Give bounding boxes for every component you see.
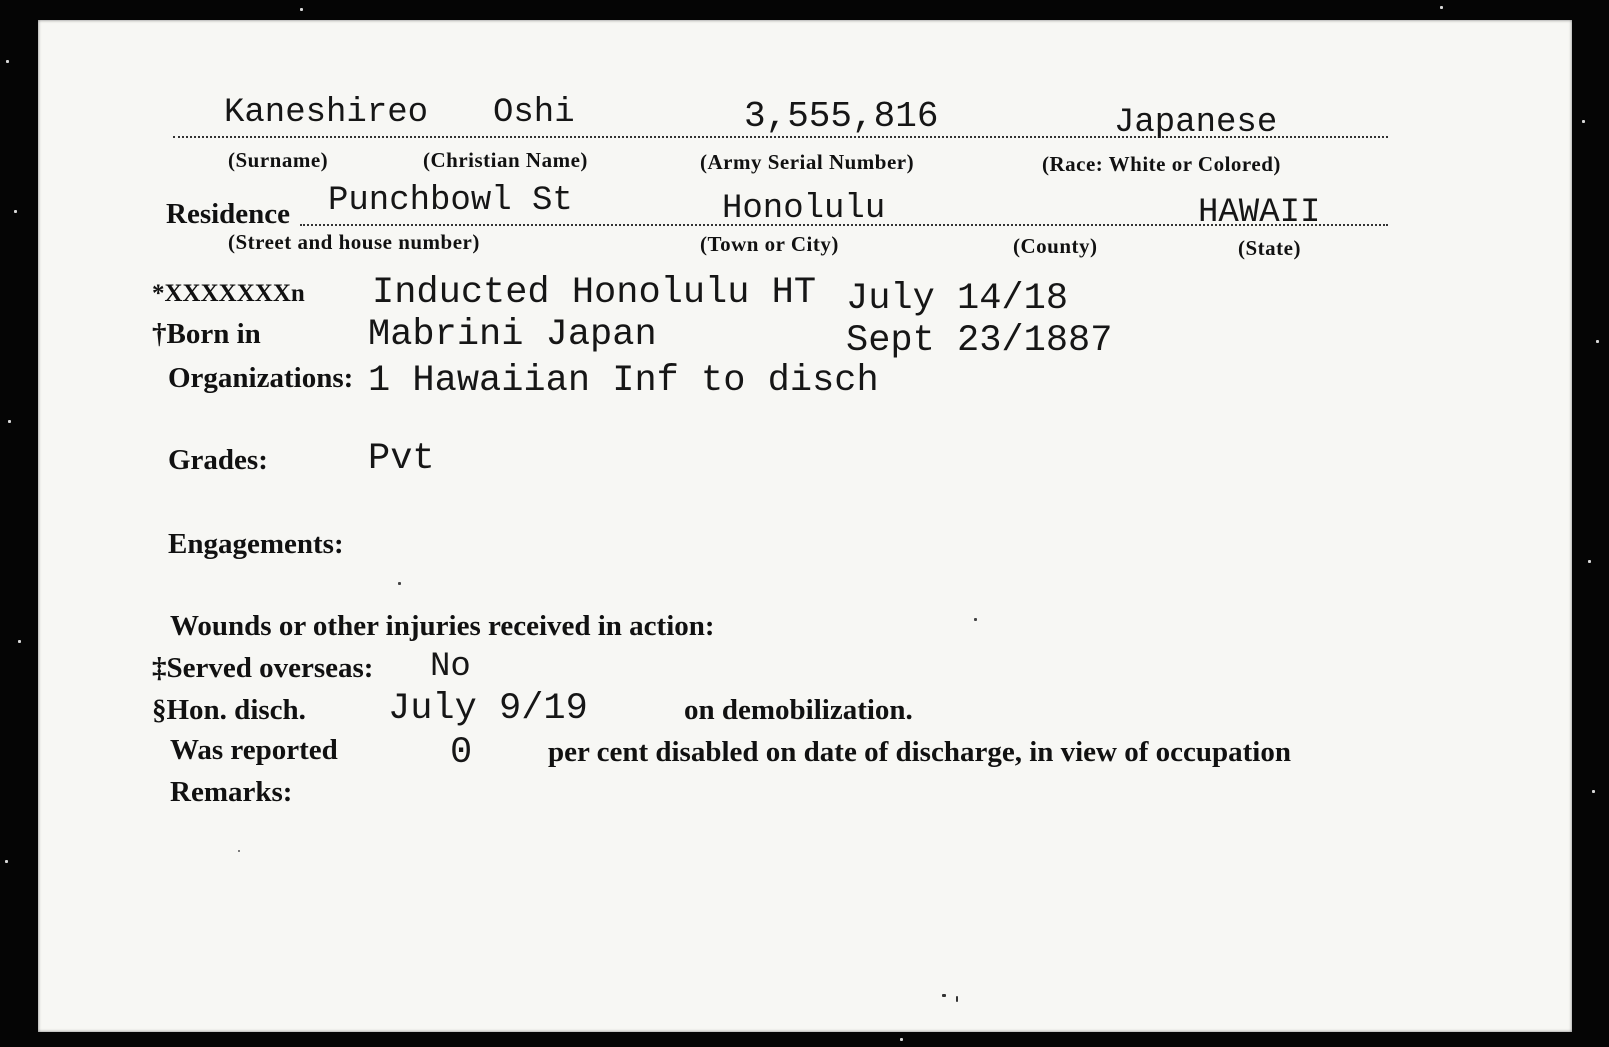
born-date: Sept 23/1887 (846, 320, 1113, 362)
card-speck (398, 582, 401, 585)
discharge-suffix: on demobilization. (684, 694, 913, 726)
scan-speck (1588, 560, 1591, 563)
caption-county: (County) (1013, 234, 1098, 258)
serial-number-value: 3,555,816 (744, 96, 939, 137)
card-speck (956, 996, 958, 1002)
born-label: †Born in (152, 318, 261, 350)
scan-speck (900, 1038, 903, 1041)
race-value: Japanese (1114, 104, 1278, 142)
remarks-label: Remarks: (170, 776, 293, 808)
disability-value: 0 (450, 732, 473, 774)
scan-speck (300, 8, 303, 11)
wounds-label: Wounds or other injuries received in action: (170, 610, 715, 642)
card-speck (974, 618, 977, 621)
enlisted-value: Inducted Honolulu HT (372, 272, 817, 314)
born-place: Mabrini Japan (368, 314, 657, 356)
served-overseas-label: ‡Served overseas: (152, 652, 374, 684)
discharge-label: §Hon. disch. (152, 694, 306, 726)
caption-christian-name: (Christian Name) (423, 148, 588, 172)
card-speck (942, 994, 946, 997)
scan-speck (14, 210, 17, 213)
record-card (38, 20, 1572, 1032)
scan-speck (1596, 340, 1599, 343)
disability-suffix: per cent disabled on date of discharge, in view of occupation (548, 736, 1291, 768)
served-overseas-value: No (430, 648, 471, 686)
caption-surname: (Surname) (228, 148, 329, 172)
disability-label: Was reported (170, 734, 338, 766)
scan-speck (1582, 120, 1585, 123)
scan-speck (6, 60, 9, 63)
caption-race: (Race: White or Colored) (1042, 152, 1281, 176)
discharge-date: July 9/19 (388, 688, 588, 730)
caption-serial-number: (Army Serial Number) (700, 150, 915, 174)
caption-state: (State) (1238, 236, 1301, 260)
scan-speck (18, 640, 21, 643)
christian-name-value: Oshi (493, 94, 575, 132)
organizations-value: 1 Hawaiian Inf to disch (368, 360, 879, 402)
organizations-label: Organizations: (168, 362, 354, 394)
scan-speck (1592, 790, 1595, 793)
caption-street: (Street and house number) (228, 230, 480, 254)
scan-speck (1440, 6, 1443, 9)
scan-speck (5, 860, 8, 863)
engagements-label: Engagements: (168, 528, 344, 560)
scan-speck (8, 420, 11, 423)
enlisted-date: July 14/18 (846, 278, 1069, 320)
residence-street-value: Punchbowl St (328, 182, 573, 220)
grades-label: Grades: (168, 444, 268, 476)
surname-value: Kaneshireo (224, 94, 429, 132)
card-speck (238, 850, 240, 852)
residence-town-value: Honolulu (722, 190, 886, 228)
grades-value: Pvt (368, 438, 435, 480)
caption-town: (Town or City) (700, 232, 839, 256)
enlisted-label: *XXXXXXXn (152, 280, 305, 307)
residence-label: Residence (166, 198, 291, 230)
residence-state-value: HAWAII (1198, 194, 1321, 232)
